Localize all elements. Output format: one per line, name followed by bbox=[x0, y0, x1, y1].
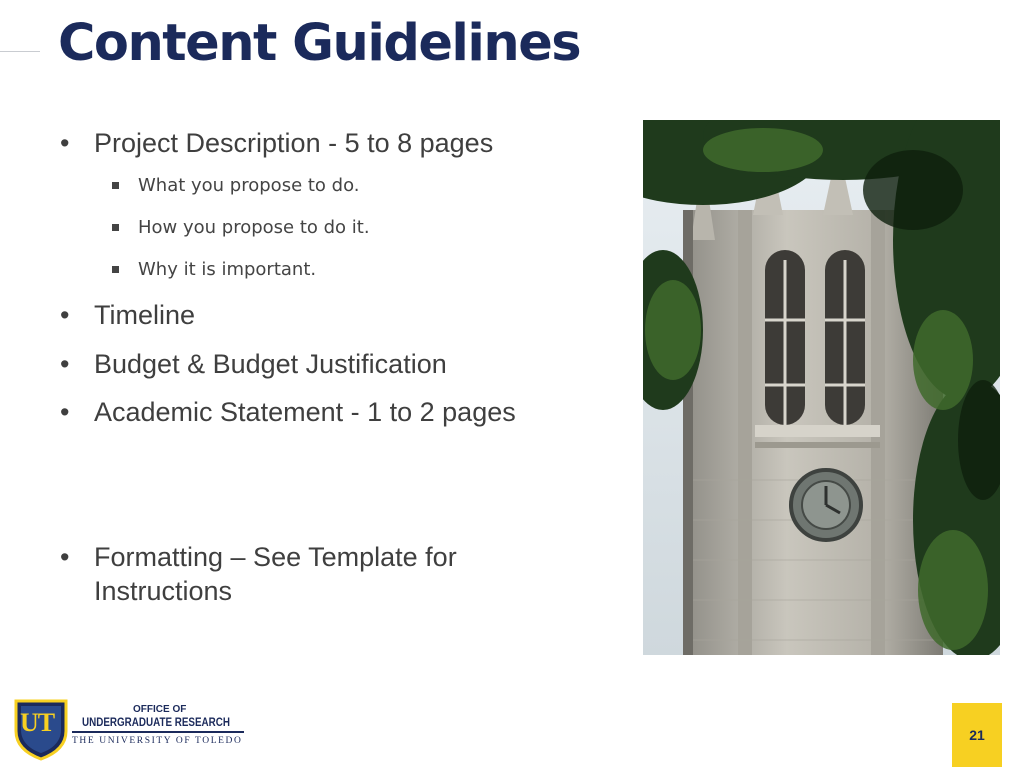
bullet-text: Project Description - 5 to 8 pages bbox=[94, 128, 494, 158]
bullet-text: Formatting – See Template for bbox=[94, 542, 457, 572]
bullet-dot: • bbox=[60, 128, 70, 158]
ut-monogram: UT bbox=[20, 708, 55, 737]
page-number-box bbox=[952, 703, 1002, 767]
sub-bullet-text: How you propose to do it. bbox=[138, 217, 370, 238]
square-bullet bbox=[112, 182, 119, 189]
bullet-text: Academic Statement - 1 to 2 pages bbox=[94, 397, 516, 427]
sub-bullet-text: Why it is important. bbox=[138, 259, 317, 280]
square-bullet bbox=[112, 266, 119, 273]
bullet-text-line2: Instructions bbox=[94, 576, 233, 606]
bullet-dot: • bbox=[60, 349, 70, 379]
square-bullet bbox=[112, 224, 119, 231]
clock-tower-photo bbox=[643, 120, 1000, 655]
bullet-text: Timeline bbox=[94, 300, 196, 330]
bullet-dot: • bbox=[60, 542, 70, 572]
page-number: 21 bbox=[969, 727, 985, 743]
office-of-text: OFFICE OF bbox=[133, 704, 187, 715]
university-name: THE UNIVERSITY OF TOLEDO bbox=[72, 736, 243, 746]
decorative-rule bbox=[0, 51, 40, 52]
bullet-dot: • bbox=[60, 300, 70, 330]
undergraduate-research-text: UNDERGRADUATE RESEARCH bbox=[82, 715, 230, 729]
sub-bullet-text: What you propose to do. bbox=[138, 175, 360, 196]
bullet-text: Budget & Budget Justification bbox=[94, 349, 447, 379]
slide-title: Content Guidelines bbox=[58, 14, 581, 73]
bullet-dot: • bbox=[60, 397, 70, 427]
logo-divider bbox=[72, 731, 244, 733]
